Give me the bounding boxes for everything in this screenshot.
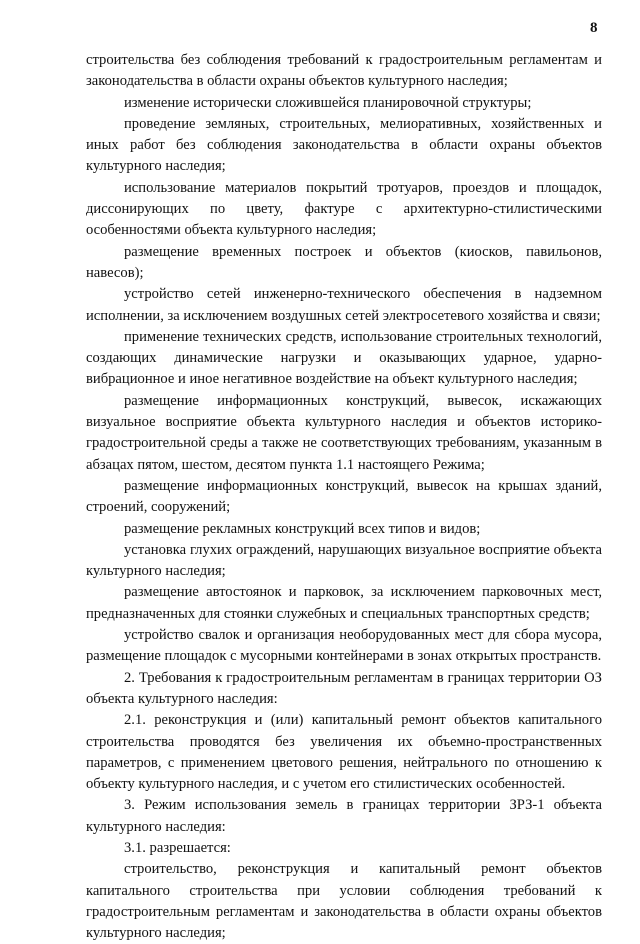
paragraph: 2.1. реконструкция и (или) капитальный ремонт объектов капитального строительства проводятся без увеличения их объемно-пространственных параметров, с применением цветового решения, нейтрального по отношению к объекту культурного наследия, и с учетом его стилистических особенностей. <box>86 712 602 793</box>
paragraph: устройство сетей инженерно-технического обеспечения в надземном исполнении, за исключением воздушных сетей электросетевого хозяйства и связи; <box>86 286 602 324</box>
paragraph: размещение информационных конструкций, вывесок, искажающих визуальное восприятие объекта культурного наследия и объектов историко-градостроительной среды а также не соответствующих требованиям, указанным в абзацах пятом, шестом, десятом пункта 1.1 настоящего Режима; <box>86 392 602 473</box>
document-body <box>86 50 602 944</box>
section-heading-paragraph: 3. Режим использования земель в границах территории ЗРЗ-1 объекта культурного наследия: <box>86 797 602 835</box>
paragraph: строительства без соблюдения требований к градостроительным регламентам и законодательства в области охраны объектов культурного наследия; <box>86 52 602 90</box>
paragraph: строительство, реконструкция и капитальный ремонт объектов капитального строительства при условии соблюдения требований к градостроительным регламентам и законодательства в области охраны объектов культурного наследия; <box>86 861 602 942</box>
paragraph: устройство свалок и организация необорудованных мест для сбора мусора, размещение площадок с мусорными контейнерами в зонах открытых пространств. <box>86 627 602 665</box>
paragraph: размещение временных построек и объектов (киосков, павильонов, навесов); <box>86 243 602 281</box>
paragraph: размещение автостоянок и парковок, за исключением парковочных мест, предназначенных для стоянки служебных и специальных транспортных средств; <box>86 584 602 622</box>
subsection-paragraph: 3.1. разрешается: <box>124 839 231 856</box>
paragraph: проведение земляных, строительных, мелиоративных, хозяйственных и иных работ без соблюдения законодательства в области охраны объектов культурного наследия; <box>86 115 602 175</box>
paragraph: размещение информационных конструкций, вывесок на крышах зданий, строений, сооружений; <box>86 477 602 516</box>
paragraph: размещение рекламных конструкций всех типов и видов; <box>124 520 481 537</box>
section-heading-paragraph: 2. Требования к градостроительным регламентам в границах территории ОЗ объекта культурного наследия: <box>86 669 602 707</box>
paragraph: изменение исторически сложившейся планировочной структуры; <box>124 94 532 111</box>
paragraph: установка глухих ограждений, нарушающих визуальное восприятие объекта культурного наследия; <box>86 541 602 580</box>
paragraph: использование материалов покрытий тротуаров, проездов и площадок, диссонирующих по цвету, фактуре с архитектурно-стилистическими особенностями объекта культурного наследия; <box>86 179 602 239</box>
paragraph: применение технических средств, использование строительных технологий, создающих динамические нагрузки и оказывающих ударное, ударно-вибрационное и иное негативное воздействие на объект культурного наследия; <box>86 328 602 388</box>
page-number: 8 <box>590 20 598 36</box>
